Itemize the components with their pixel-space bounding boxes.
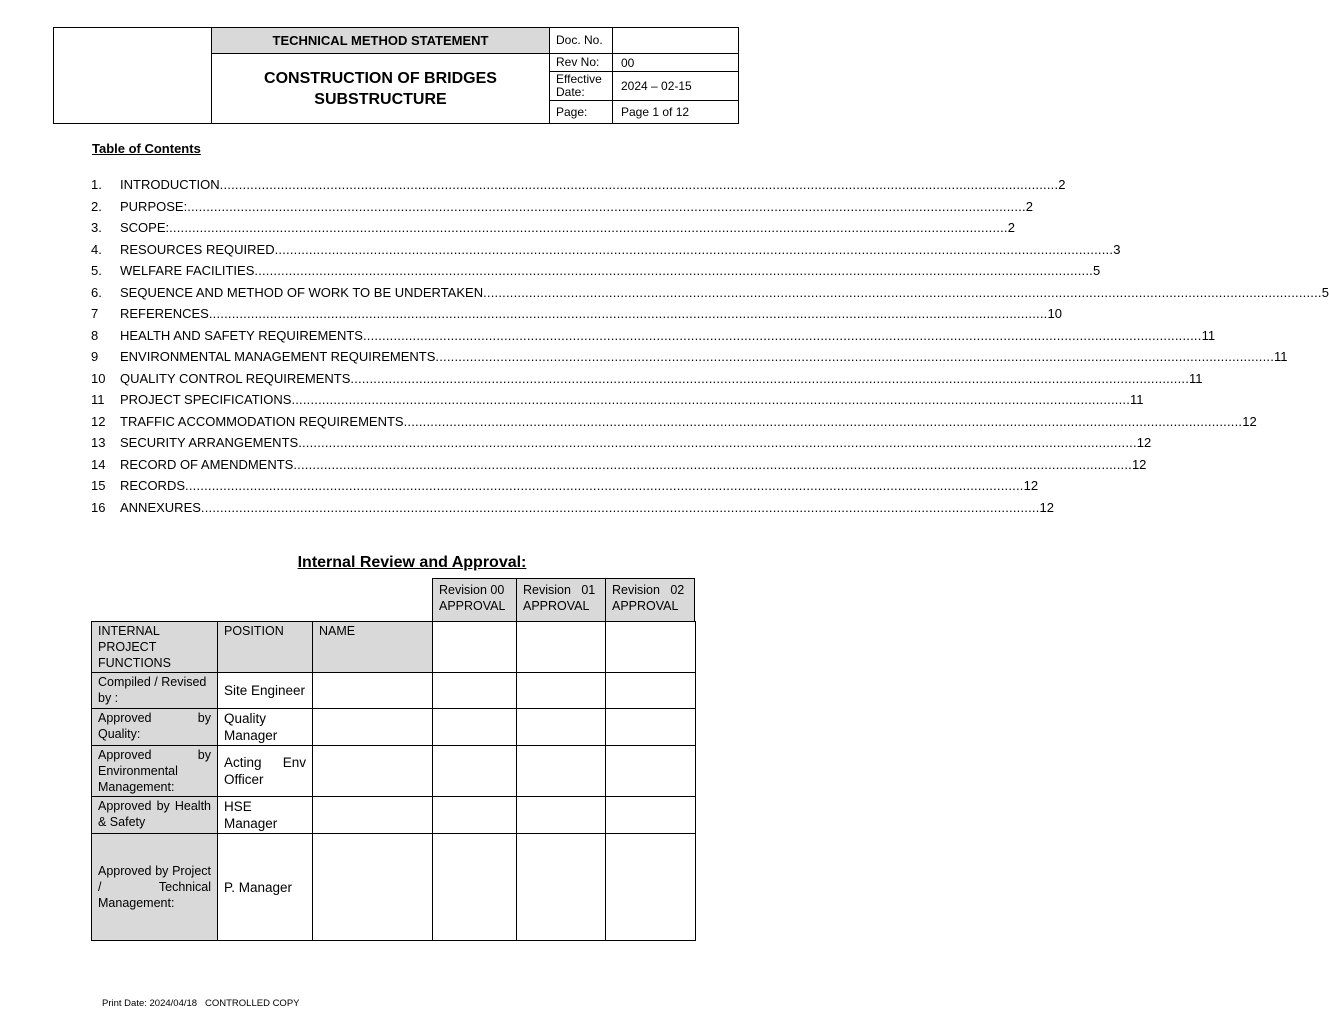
toc-entry[interactable] bbox=[91, 432, 1152, 454]
signature-cell bbox=[606, 746, 696, 797]
position-header: POSITION bbox=[218, 622, 313, 673]
toc-entry-number: 14 bbox=[91, 456, 106, 472]
toc-entry-label: SECURITY ARRANGEMENTS bbox=[120, 435, 299, 450]
toc-entry-label: ANNEXURES bbox=[120, 499, 201, 515]
copy-status: CONTROLLED COPY bbox=[205, 998, 300, 1009]
signature-cell bbox=[433, 673, 517, 709]
main-title-line-1: CONSTRUCTION OF BRIDGES bbox=[264, 69, 497, 87]
table-row bbox=[92, 834, 696, 941]
toc-entry-page: 12 bbox=[1039, 499, 1054, 515]
toc-entry[interactable] bbox=[91, 411, 1257, 433]
toc-dot-leader: ............................................................................................................................................................................................................................ bbox=[483, 284, 1322, 300]
toc-entry-number: 10 bbox=[91, 370, 106, 386]
rev-02-cell bbox=[606, 622, 696, 673]
toc-entry-page: 11 bbox=[1201, 327, 1216, 343]
table-row bbox=[92, 673, 696, 709]
position-cell: Site Engineer bbox=[218, 673, 313, 709]
name-cell bbox=[313, 709, 433, 746]
function-cell: Compiled / Revised by : bbox=[92, 673, 218, 709]
toc-dot-leader: ............................................................................................................................................................................................................................ bbox=[362, 327, 1202, 343]
meta-row-effective-date bbox=[550, 72, 738, 101]
meta-row-doc-no bbox=[550, 28, 738, 54]
toc-entry-number: 2. bbox=[91, 198, 102, 214]
toc-entry-number: 1. bbox=[91, 177, 102, 192]
meta-value: 2024 – 02-15 bbox=[621, 79, 692, 93]
signature-cell bbox=[433, 797, 517, 834]
meta-value: 00 bbox=[621, 55, 635, 70]
toc-entry-label: HEALTH AND SAFETY REQUIREMENTS bbox=[120, 327, 363, 343]
meta-key: Doc. No. bbox=[550, 28, 613, 53]
meta-key: Rev No: bbox=[550, 54, 613, 71]
signature-cell bbox=[517, 673, 606, 709]
toc-dot-leader: ............................................................................................................................................................................................................................ bbox=[254, 263, 1093, 278]
toc-entry-number: 8 bbox=[91, 327, 99, 343]
toc-dot-leader: ............................................................................................................................................................................................................................ bbox=[350, 370, 1190, 386]
table-row bbox=[92, 797, 696, 834]
table-row bbox=[92, 709, 696, 746]
signature-cell bbox=[517, 797, 606, 834]
signature-cell bbox=[517, 746, 606, 797]
toc-entry-number: 4. bbox=[91, 241, 102, 257]
toc-entry[interactable] bbox=[91, 282, 1329, 304]
revision-02-header bbox=[605, 578, 695, 622]
toc-title: Table of Contents bbox=[92, 141, 201, 156]
position-cell: P. Manager bbox=[218, 834, 313, 941]
toc-dot-leader: ............................................................................................................................................................................................................................ bbox=[293, 456, 1132, 472]
table-row bbox=[92, 746, 696, 797]
toc-dot-leader: ............................................................................................................................................................................................................................ bbox=[274, 241, 1114, 257]
toc-entry-page: 11 bbox=[1130, 392, 1144, 407]
toc-dot-leader: ............................................................................................................................................................................................................................ bbox=[298, 435, 1137, 450]
logo-cell bbox=[54, 28, 212, 123]
toc-entry[interactable] bbox=[91, 239, 1121, 261]
toc-entry[interactable] bbox=[91, 475, 1039, 497]
toc-entry-number: 7 bbox=[91, 306, 99, 321]
signature-cell bbox=[606, 709, 696, 746]
toc-dot-leader: ............................................................................................................................................................................................................................ bbox=[403, 413, 1243, 429]
revision-label: Revision 00 bbox=[439, 583, 505, 597]
toc-entry-label: QUALITY CONTROL REQUIREMENTS bbox=[120, 370, 351, 386]
toc-entry-page: 10 bbox=[1047, 306, 1062, 321]
document-type-title: TECHNICAL METHOD STATEMENT bbox=[212, 28, 550, 54]
toc-entry-page: 12 bbox=[1136, 435, 1152, 450]
toc-entry-page: 11 bbox=[1189, 370, 1203, 386]
toc-entry[interactable] bbox=[91, 325, 1216, 347]
toc-entry[interactable] bbox=[91, 497, 1054, 519]
document-main-title bbox=[212, 54, 550, 123]
toc-entry-label: RECORD OF AMENDMENTS bbox=[120, 456, 294, 472]
toc-dot-leader: ............................................................................................................................................................................................................................ bbox=[219, 177, 1059, 192]
toc-entry-page: 12 bbox=[1242, 413, 1257, 429]
signature-cell bbox=[606, 673, 696, 709]
name-cell bbox=[313, 797, 433, 834]
signature-cell bbox=[517, 709, 606, 746]
approval-title: Internal Review and Approval: bbox=[297, 554, 527, 571]
toc-entry[interactable] bbox=[91, 260, 1101, 282]
toc-entry-number: 9 bbox=[91, 349, 99, 364]
toc-entry-number: 3. bbox=[91, 220, 102, 235]
toc-entry-label: REFERENCES bbox=[120, 306, 209, 321]
toc-entry-number: 16 bbox=[91, 499, 106, 515]
toc-entry-number: 12 bbox=[91, 413, 106, 429]
function-cell: Approved by Quality: bbox=[92, 709, 218, 746]
toc-entry-number: 13 bbox=[91, 435, 106, 450]
toc-entry-number: 6. bbox=[91, 284, 102, 300]
toc-entry[interactable] bbox=[91, 454, 1147, 476]
rev-00-cell bbox=[433, 622, 517, 673]
meta-value: Page 1 of 12 bbox=[621, 105, 690, 119]
meta-value bbox=[614, 28, 738, 53]
print-date: Print Date: 2024/04/18 bbox=[102, 998, 198, 1009]
toc-entry-label: TRAFFIC ACCOMMODATION REQUIREMENTS bbox=[120, 413, 404, 429]
toc-entry-page: 5 bbox=[1321, 284, 1329, 300]
name-cell bbox=[313, 746, 433, 797]
toc-entry-number: 11 bbox=[91, 392, 105, 407]
toc-entry-label: SEQUENCE AND METHOD OF WORK TO BE UNDERTAKEN bbox=[120, 284, 484, 300]
toc-entry-page: 2 bbox=[1058, 177, 1066, 192]
toc-dot-leader: ............................................................................................................................................................................................................................ bbox=[187, 198, 1026, 214]
meta-key: Effective Date: bbox=[550, 72, 613, 100]
name-cell bbox=[313, 834, 433, 941]
toc-dot-leader: ............................................................................................................................................................................................................................ bbox=[200, 499, 1040, 515]
function-cell: Approved by Health & Safety bbox=[92, 797, 218, 834]
toc-entry[interactable] bbox=[91, 368, 1203, 390]
main-title-line-2: SUBSTRUCTURE bbox=[314, 90, 447, 108]
signature-cell bbox=[433, 834, 517, 941]
meta-key: Page: bbox=[550, 101, 613, 123]
toc-entry-label: WELFARE FACILITIES bbox=[120, 263, 255, 278]
toc-entry-number: 5. bbox=[91, 263, 102, 278]
toc-dot-leader: ............................................................................................................................................................................................................................ bbox=[208, 306, 1048, 321]
toc-dot-leader: ............................................................................................................................................................................................................................ bbox=[185, 478, 1024, 493]
page-footer bbox=[102, 998, 300, 1009]
signature-cell bbox=[606, 797, 696, 834]
toc-entry-page: 3 bbox=[1113, 241, 1121, 257]
approval-label: APPROVAL bbox=[612, 599, 679, 613]
table-of-contents bbox=[91, 174, 1329, 518]
revision-00-header bbox=[432, 578, 517, 622]
table-header-row bbox=[92, 622, 696, 673]
revision-label: Revision 01 bbox=[523, 583, 596, 597]
toc-entry-label: INTRODUCTION bbox=[120, 177, 220, 192]
toc-entry-page: 12 bbox=[1023, 478, 1039, 493]
signature-cell bbox=[433, 746, 517, 797]
toc-dot-leader: ............................................................................................................................................................................................................................ bbox=[435, 349, 1275, 364]
name-cell bbox=[313, 673, 433, 709]
signature-cell bbox=[606, 834, 696, 941]
approval-table bbox=[91, 621, 696, 941]
toc-dot-leader: ............................................................................................................................................................................................................................ bbox=[291, 392, 1131, 407]
toc-entry-page: 2 bbox=[1025, 198, 1034, 214]
approval-label: APPROVAL bbox=[439, 599, 506, 613]
function-cell: Approved by Environmental Management: bbox=[92, 746, 218, 797]
toc-entry-label: PROJECT SPECIFICATIONS bbox=[120, 392, 292, 407]
toc-entry-label: PURPOSE: bbox=[120, 198, 188, 214]
toc-entry-number: 15 bbox=[91, 478, 106, 493]
toc-entry-label: RESOURCES REQUIRED bbox=[120, 241, 275, 257]
toc-dot-leader: ............................................................................................................................................................................................................................ bbox=[169, 220, 1008, 235]
meta-row-page bbox=[550, 101, 738, 123]
toc-entry-page: 12 bbox=[1131, 456, 1147, 472]
toc-entry[interactable] bbox=[91, 174, 1066, 196]
position-cell: Quality Manager bbox=[218, 709, 313, 746]
meta-row-rev-no bbox=[550, 54, 738, 72]
toc-entry-page: 2 bbox=[1007, 220, 1015, 235]
toc-entry[interactable] bbox=[91, 346, 1288, 368]
name-header: NAME bbox=[313, 622, 433, 673]
toc-entry-page: 5 bbox=[1092, 263, 1101, 278]
document-header bbox=[53, 27, 739, 124]
toc-entry-label: RECORDS bbox=[120, 478, 186, 493]
signature-cell bbox=[517, 834, 606, 941]
function-cell: Approved by Project / Technical Management: bbox=[92, 834, 218, 941]
toc-entry[interactable] bbox=[91, 217, 1015, 239]
toc-entry[interactable] bbox=[91, 303, 1062, 325]
signature-cell bbox=[433, 709, 517, 746]
toc-entry[interactable] bbox=[91, 389, 1144, 411]
toc-entry-page: 11 bbox=[1274, 349, 1288, 364]
position-cell: HSE Manager bbox=[218, 797, 313, 834]
functions-header: INTERNAL PROJECT FUNCTIONS bbox=[92, 622, 218, 673]
approval-label: APPROVAL bbox=[523, 599, 590, 613]
revision-label: Revision 02 bbox=[612, 583, 685, 597]
toc-entry[interactable] bbox=[91, 196, 1034, 218]
toc-entry-label: SCOPE: bbox=[120, 220, 170, 235]
toc-entry-label: ENVIRONMENTAL MANAGEMENT REQUIREMENTS bbox=[120, 349, 436, 364]
rev-01-cell bbox=[517, 622, 606, 673]
revision-01-header bbox=[516, 578, 606, 622]
position-cell: Acting Env Officer bbox=[218, 746, 313, 797]
